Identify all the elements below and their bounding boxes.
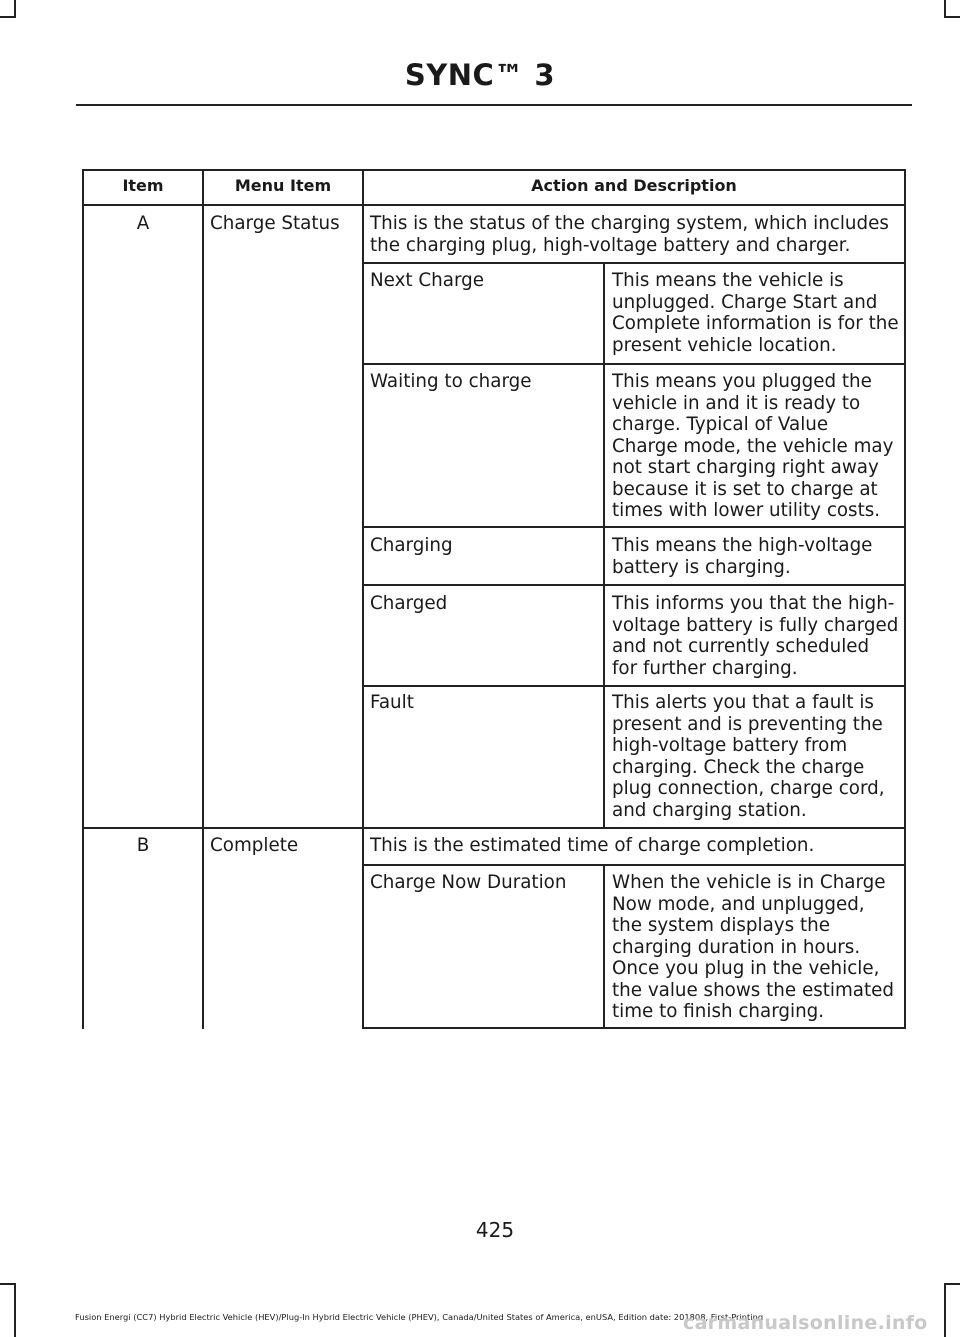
subrow-description: This means the vehicle is unplugged. Charge Start and Complete information is for the present vehicle location. bbox=[612, 270, 899, 356]
table-column-rule bbox=[904, 169, 906, 1029]
subrow-label: Charge Now Duration bbox=[370, 872, 567, 893]
watermark: carmanualsonline.info bbox=[683, 1312, 928, 1334]
row-menu-item: Charge Status bbox=[210, 213, 340, 234]
table-column-rule bbox=[362, 169, 364, 1029]
table-column-rule bbox=[82, 169, 84, 1029]
table-column-rule bbox=[202, 169, 204, 1029]
table-column-rule bbox=[603, 262, 605, 827]
table-rule bbox=[362, 685, 905, 687]
row-item-letter: B bbox=[136, 835, 150, 856]
row-item-letter: A bbox=[136, 213, 150, 234]
subrow-description: This alerts you that a fault is present and is preventing the high-voltage battery from charging. Check the charge plug connection, charge cord, and charging station. bbox=[612, 692, 885, 821]
column-header-menu-item: Menu Item bbox=[234, 176, 332, 195]
table-column-rule bbox=[603, 864, 605, 1029]
row-menu-item: Complete bbox=[210, 835, 299, 856]
crop-mark-top-left bbox=[0, 16, 16, 18]
subrow-label: Charged bbox=[370, 593, 448, 614]
table-rule bbox=[362, 526, 905, 528]
footer-edition-text: Fusion Energi (CC7) Hybrid Electric Vehicle (HEV)/Plug-In Hybrid Electric Vehicle (PHEV), Canada/United States of America, enUSA, Edition date: 201808, First-Printing bbox=[75, 1312, 764, 1322]
crop-mark-bottom-right bbox=[944, 1283, 960, 1285]
row-description: This is the estimated time of charge completion. bbox=[370, 835, 815, 856]
crop-mark-bottom-left bbox=[14, 1283, 16, 1337]
table-rule bbox=[83, 827, 905, 829]
header-rule bbox=[76, 104, 912, 106]
column-header-item: Item bbox=[122, 176, 164, 195]
subrow-description: When the vehicle is in Charge Now mode, and unplugged, the system displays the charging duration in hours. Once you plug in the vehicle, the value shows the estimated time to finish charging. bbox=[612, 872, 895, 1022]
crop-mark-bottom-left bbox=[0, 1283, 16, 1285]
table-rule bbox=[362, 1027, 905, 1029]
crop-mark-bottom-right bbox=[944, 1283, 946, 1337]
subrow-description: This means the high-voltage battery is charging. bbox=[612, 535, 873, 578]
column-header-action: Action and Description bbox=[531, 176, 737, 195]
page-number: 425 bbox=[475, 1218, 515, 1242]
subrow-label: Fault bbox=[370, 692, 414, 713]
table-rule bbox=[362, 584, 905, 586]
subrow-label: Waiting to charge bbox=[370, 371, 532, 392]
page-title: SYNC™ 3 bbox=[404, 58, 556, 92]
table-rule bbox=[362, 363, 905, 365]
table-rule bbox=[83, 169, 905, 171]
subrow-label: Charging bbox=[370, 535, 453, 556]
row-description: This is the status of the charging system, which includes the charging plug, high-voltage battery and charger. bbox=[370, 213, 889, 256]
table-rule bbox=[362, 262, 905, 264]
subrow-label: Next Charge bbox=[370, 270, 484, 291]
table-rule bbox=[83, 204, 905, 206]
crop-mark-top-right bbox=[944, 16, 960, 18]
subrow-description: This informs you that the high-voltage battery is fully charged and not currently scheduled for further charging. bbox=[612, 593, 899, 679]
table-rule bbox=[362, 864, 905, 866]
subrow-description: This means you plugged the vehicle in and it is ready to charge. Typical of Value Charge mode, the vehicle may not start charging right away because it is set to charge at times with lower utility costs. bbox=[612, 371, 894, 521]
